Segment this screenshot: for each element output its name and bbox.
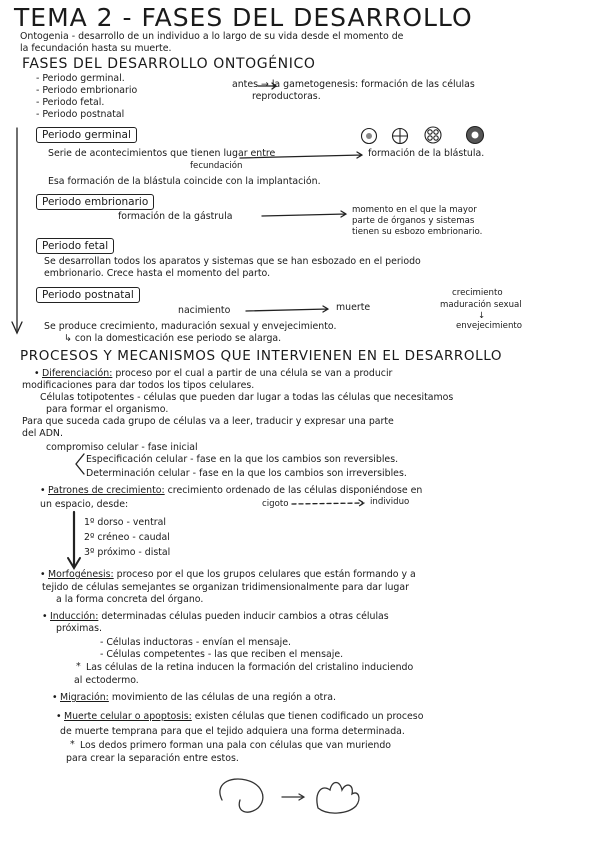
- diferenciacion-line: Especificación celular - fase en la que los cambios son reversibles.: [86, 454, 399, 465]
- postnatal-side-note: maduración sexual: [440, 300, 522, 310]
- axis-item: 2º créneo - caudal: [84, 532, 170, 543]
- fetal-line-1: Se desarrollan todos los aparatos y sistemas que se han esbozado en el periodo: [44, 256, 421, 267]
- muerte-line: de muerte temprana para que el tejido adquiera una forma determinada.: [60, 726, 405, 737]
- morfogenesis-line: tejido de células semejantes se organizan tridimensionalmente para dar lugar: [42, 582, 409, 593]
- postnatal-side-note: ↓: [478, 311, 486, 321]
- induccion-term: Inducción:: [50, 611, 99, 622]
- section-label-embrionario: Periodo embrionario: [36, 194, 154, 210]
- phase-list-item: - Periodo fetal.: [36, 97, 105, 108]
- intro-line-1: Ontogenia - desarrollo de un individuo a lo largo de su vida desde el momento de: [20, 31, 404, 42]
- muerte-line: para crear la separación entre estos.: [66, 753, 239, 764]
- bullet: •: [40, 569, 46, 580]
- phase-list-item: - Periodo postnatal: [36, 109, 125, 120]
- bullet: •: [56, 711, 62, 722]
- section-label-fetal: Periodo fetal: [36, 238, 114, 254]
- postnatal-arrow-icon: [246, 306, 328, 312]
- muerte-text: existen células que tienen codificado un proceso: [194, 711, 424, 722]
- induccion-line: próximas.: [56, 623, 102, 634]
- procesos-heading: PROCESOS Y MECANISMOS QUE INTERVIENEN EN EL DESARROLLO: [20, 348, 503, 364]
- hand-doodle-icon: [220, 779, 359, 813]
- axis-item: 3º próximo - distal: [84, 547, 171, 558]
- migracion-term: Migración:: [60, 692, 109, 703]
- germinal-line-2: Esa formación de la blástula coincide con la implantación.: [48, 176, 321, 187]
- patrones-term: Patrones de crecimiento:: [48, 485, 165, 496]
- germinal-line-1: Serie de acontecimientos que tienen lugar entre: [48, 148, 276, 159]
- cell-3-icon: [425, 127, 441, 143]
- ontogenico-heading: FASES DEL DESARROLLO ONTOGÉNICO: [22, 56, 316, 72]
- diferenciacion-line: Determinación celular - fase en la que los cambios son irreversibles.: [86, 468, 407, 479]
- germinal-fecundacion: fecundación: [190, 161, 243, 171]
- germinal-arrow-icon: [240, 152, 362, 158]
- patrones-text: crecimiento ordenado de las células disponiéndose en: [167, 485, 423, 496]
- intro-line-2: la fecundación hasta su muerte.: [20, 43, 172, 54]
- bracket-icon: [76, 454, 84, 474]
- diferenciacion-line: compromiso celular - fase inicial: [46, 442, 198, 453]
- patrones-individuo: individuo: [370, 497, 410, 507]
- axis-item: 1º dorso - ventral: [84, 517, 167, 528]
- induccion-line: - Células competentes - las que reciben el mensaje.: [100, 649, 344, 660]
- diferenciacion-line: del ADN.: [22, 428, 63, 439]
- phase-list-item: - Periodo germinal.: [36, 73, 125, 84]
- induccion-text: determinadas células pueden inducir cambios a otras células: [101, 611, 389, 622]
- postnatal-line-2: ↳ con la domesticación ese periodo se alarga.: [64, 333, 282, 344]
- diferenciacion-line: Células totipotentes - células que pueden dar lugar a todas las células que necesitamos: [40, 392, 454, 403]
- embrionario-note: momento en el que la mayor: [352, 205, 477, 215]
- morfogenesis-line: a la forma concreta del órgano.: [56, 594, 204, 605]
- embrionario-note: tienen su esbozo embrionario.: [352, 227, 483, 237]
- cell-sketches: [362, 127, 484, 144]
- diferenciacion-text: proceso por el cual a partir de una célula se van a producir: [115, 368, 393, 379]
- diferenciacion-line: Para que suceda cada grupo de células va a leer, traducir y expresar una parte: [22, 416, 394, 427]
- diferenciacion-line: para formar el organismo.: [46, 404, 169, 415]
- postnatal-side-note: envejecimiento: [456, 321, 523, 331]
- diferenciacion-line: modificaciones para dar todos los tipos celulares.: [22, 380, 255, 391]
- page-title: TEMA 2 - FASES DEL DESARROLLO: [14, 3, 473, 32]
- muerte-star: *: [70, 739, 75, 750]
- embrionario-gastrula: formación de la gástrula: [118, 211, 233, 222]
- postnatal-side-note: crecimiento: [452, 288, 503, 298]
- postnatal-line-1: Se produce crecimiento, maduración sexual y envejecimiento.: [44, 321, 337, 332]
- induccion-line: - Células inductoras - envían el mensaje.: [100, 637, 291, 648]
- gametogenesis-arrow-icon: [258, 83, 276, 89]
- cigoto-arrow-icon: [292, 500, 364, 506]
- gametogenesis-note: reproductoras.: [252, 91, 321, 102]
- bullet: •: [52, 692, 58, 703]
- induccion-line: al ectodermo.: [74, 675, 139, 686]
- induccion-star: *: [76, 661, 81, 672]
- induccion-line: Las células de la retina inducen la formación del cristalino induciendo: [86, 662, 414, 673]
- diferenciacion-term: Diferenciación:: [42, 368, 113, 379]
- gametogenesis-note: antes → la gametogenesis: formación de las células: [232, 79, 475, 90]
- morfogenesis-term: Morfogénesis:: [48, 569, 114, 580]
- migracion-text: movimiento de las células de una región a otra.: [111, 692, 336, 703]
- muerte-line: Los dedos primero forman una pala con células que van muriendo: [80, 740, 392, 751]
- morfogenesis-text: proceso por el que los grupos celulares que están formando y a: [116, 569, 416, 580]
- germinal-blastula: formación de la blástula.: [368, 148, 485, 159]
- patrones-cigoto: cigoto: [262, 499, 289, 509]
- embrionario-arrow-icon: [262, 211, 346, 217]
- bullet: •: [40, 485, 46, 496]
- postnatal-muerte: muerte: [336, 302, 371, 313]
- bullet: •: [34, 368, 40, 379]
- patrones-line: un espacio, desde:: [40, 499, 129, 510]
- fetal-line-2: embrionario. Crece hasta el momento del parto.: [44, 268, 271, 279]
- section-label-postnatal: Periodo postnatal: [36, 287, 140, 303]
- embrionario-note: parte de órganos y sistemas: [352, 216, 475, 226]
- bullet: •: [42, 611, 48, 622]
- section-label-germinal: Periodo germinal: [36, 127, 137, 143]
- muerte-term: Muerte celular o apoptosis:: [64, 711, 192, 722]
- phase-list-item: - Periodo embrionario: [36, 85, 138, 96]
- postnatal-nacimiento: nacimiento: [178, 305, 231, 316]
